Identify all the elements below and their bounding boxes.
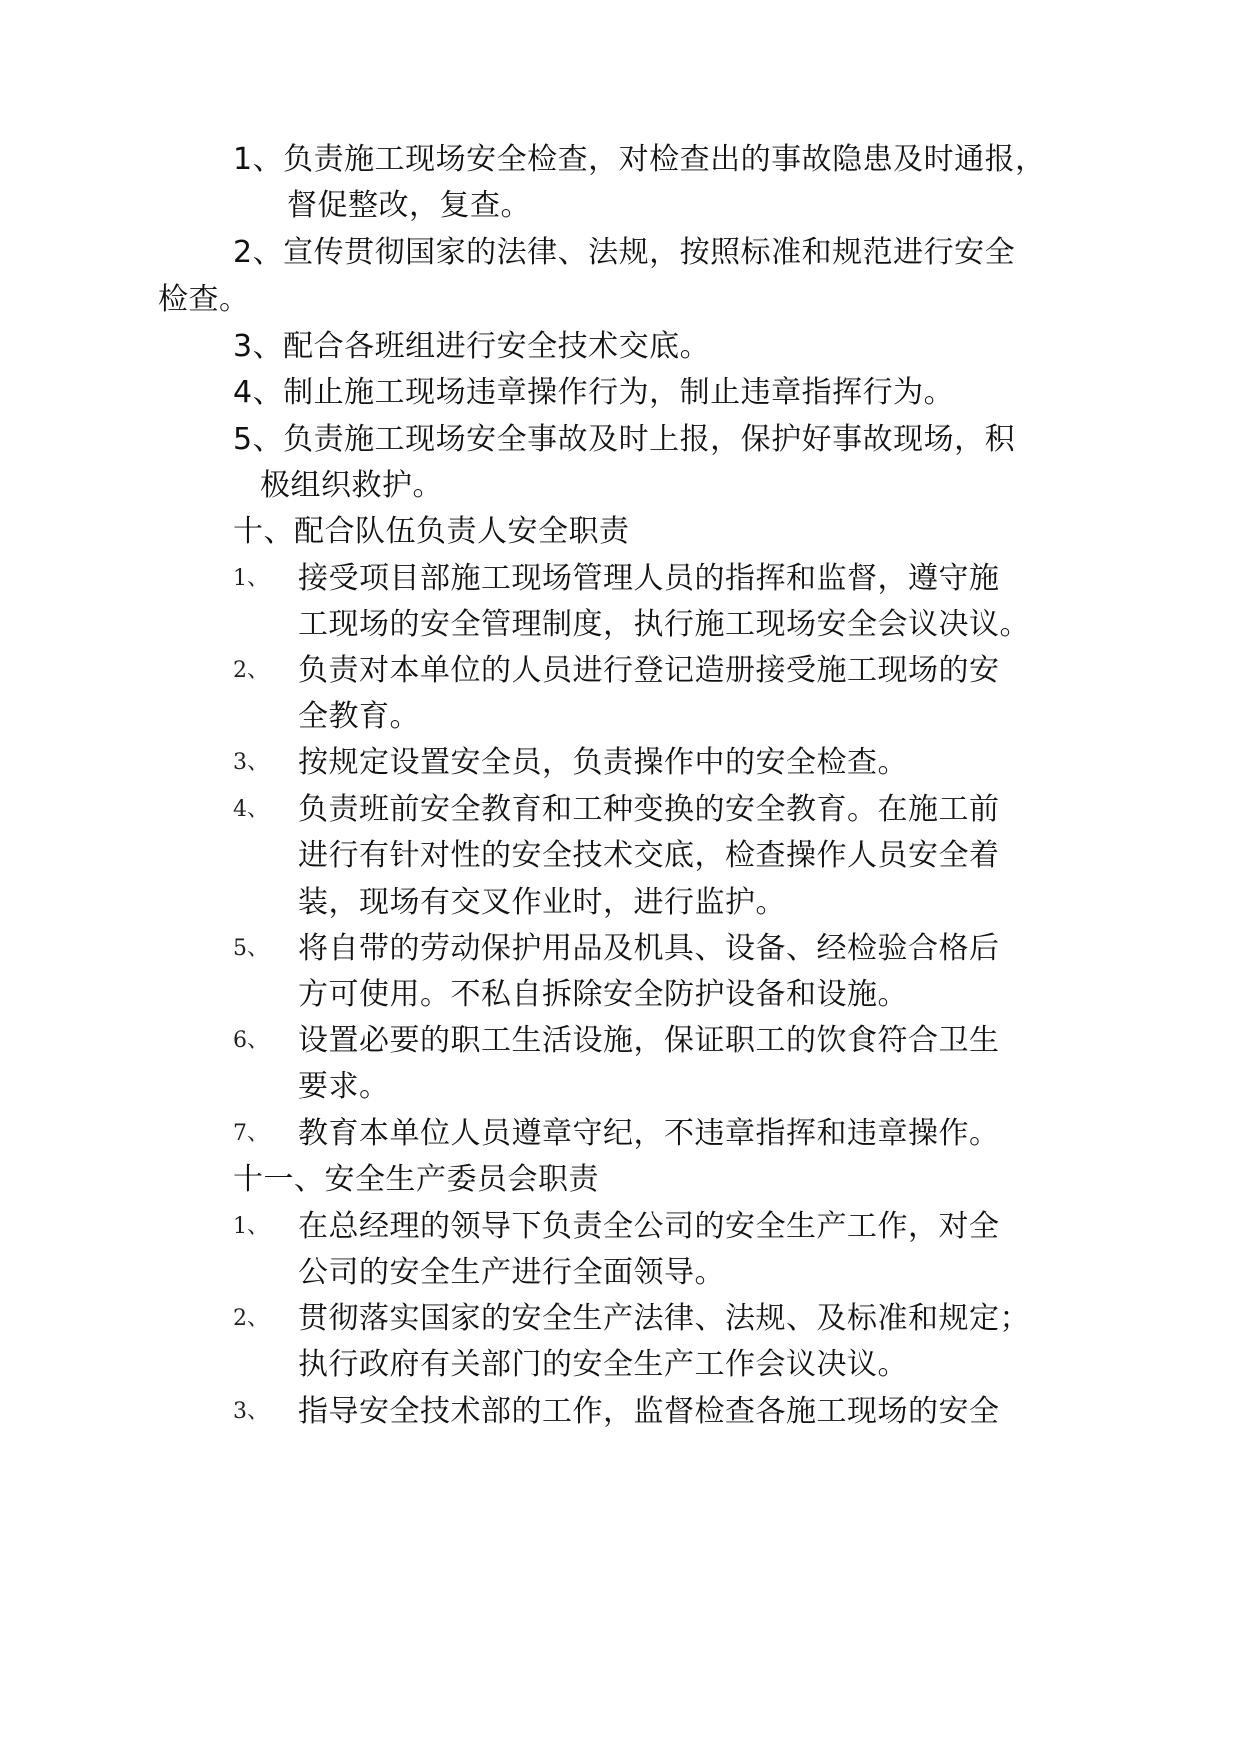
- section-11-item-1-line-1: 在总经理的领导下负责全公司的安全生产工作，对全: [298, 1209, 1000, 1244]
- section-10-item-6-line-1: 设置必要的职工生活设施，保证职工的饮食符合卫生: [298, 1023, 1000, 1058]
- section-11-item-2-number: 2、: [233, 1306, 269, 1331]
- section-11-item-3-number: 3、: [233, 1399, 269, 1424]
- section-10-item-7-line-1: 教育本单位人员遵章守纪，不违章指挥和违章操作。: [298, 1116, 1000, 1151]
- section-11-item-2-line-1: 贯彻落实国家的安全生产法律、法规、及标准和规定；: [298, 1301, 1030, 1336]
- section-10-item-5-line-1: 将自带的劳动保护用品及机具、设备、经检验合格后: [298, 931, 1000, 966]
- section-10-item-4-number: 4、: [233, 797, 269, 822]
- section-11-item-1-number: 1、: [233, 1214, 269, 1239]
- section-10-item-1-line-2: 工现场的安全管理制度，执行施工现场安全会议决议。: [298, 607, 1030, 642]
- item-2-line-2: 检查。: [158, 282, 250, 317]
- section-10-item-5-number: 5、: [233, 936, 269, 961]
- section-10-item-6-number: 6、: [233, 1028, 269, 1053]
- section-10-item-7-number: 7、: [233, 1121, 269, 1146]
- section-10-item-6-line-2: 要求。: [298, 1069, 390, 1104]
- section-10-item-1-number: 1、: [233, 566, 269, 591]
- item-1-line-2: 督促整改，复查。: [287, 188, 531, 223]
- section-10-item-3-line-1: 按规定设置安全员，负责操作中的安全检查。: [298, 745, 908, 780]
- section-10-item-4-line-1: 负责班前安全教育和工种变换的安全教育。在施工前: [298, 792, 1000, 827]
- section-10-item-4-line-3: 装，现场有交叉作业时，进行监护。: [298, 885, 786, 920]
- item-2-line-1: 2、宣传贯彻国家的法律、法规，按照标准和规范进行安全: [233, 235, 1016, 270]
- section-11-item-3-line-1: 指导安全技术部的工作，监督检查各施工现场的安全: [298, 1394, 1000, 1429]
- section-10-item-2-number: 2、: [233, 658, 269, 683]
- section-10-heading: 十、配合队伍负责人安全职责: [233, 514, 630, 549]
- item-5-line-1: 5、负责施工现场安全事故及时上报，保护好事故现场，积: [233, 422, 1016, 457]
- section-10-item-5-line-2: 方可使用。不私自拆除安全防护设备和设施。: [298, 977, 908, 1012]
- section-11-item-1-line-2: 公司的安全生产进行全面领导。: [298, 1255, 725, 1290]
- item-5-line-2: 极组织救护。: [260, 468, 443, 503]
- section-10-item-2-line-1: 负责对本单位的人员进行登记造册接受施工现场的安: [298, 653, 1000, 688]
- section-10-item-4-line-2: 进行有针对性的安全技术交底，检查操作人员安全着: [298, 838, 1000, 873]
- section-11-item-2-line-2: 执行政府有关部门的安全生产工作会议决议。: [298, 1347, 908, 1382]
- section-11-heading: 十一、安全生产委员会职责: [233, 1162, 599, 1197]
- section-10-item-1-line-1: 接受项目部施工现场管理人员的指挥和监督，遵守施: [298, 561, 1000, 596]
- item-1-line-1: 1、负责施工现场安全检查，对检查出的事故隐患及时通报，: [233, 142, 1046, 177]
- item-3-line: 3、配合各班组进行安全技术交底。: [233, 329, 711, 364]
- section-10-item-3-number: 3、: [233, 750, 269, 775]
- section-10-item-2-line-2: 全教育。: [298, 699, 420, 734]
- item-4-line: 4、制止施工现场违章操作行为，制止违章指挥行为。: [233, 375, 955, 410]
